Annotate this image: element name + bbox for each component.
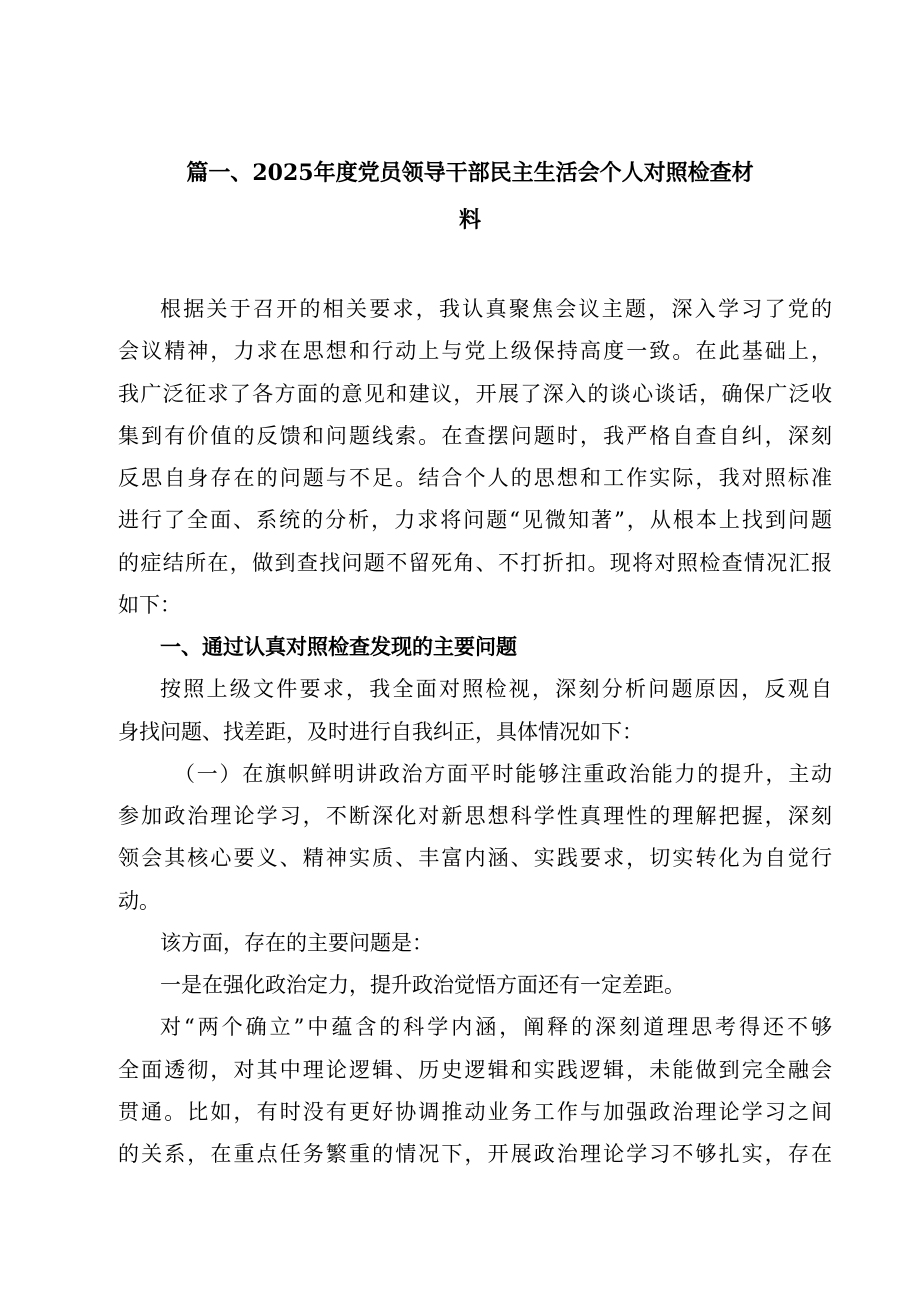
body-line: 动。 <box>118 888 160 913</box>
body-line: 对“两个确立”中蕴含的科学内涵，阐释的深刻道理思考得还不够 <box>160 1015 832 1040</box>
document-body <box>118 288 832 1175</box>
body-line: 全面透彻，对其中理论逻辑、历史逻辑和实践逻辑，未能做到完全融会 <box>118 1057 832 1082</box>
body-line: 我广泛征求了各方面的意见和建议，开展了深入的谈心谈话，确保广泛收 <box>118 381 832 406</box>
section-heading: 一、通过认真对照检查发现的主要问题 <box>160 635 517 659</box>
document-title-line-2: 料 <box>458 207 481 233</box>
document-title-line-1: 篇一、2025年度党员领导干部民主生活会个人对照检查材 <box>186 160 754 186</box>
body-line: 一是在强化政治定力，提升政治觉悟方面还有一定差距。 <box>160 973 685 997</box>
body-line: 该方面，存在的主要问题是： <box>160 930 433 955</box>
body-line: 参加政治理论学习，不断深化对新思想科学性真理性的理解把握，深刻 <box>118 804 832 828</box>
body-line: 会议精神，力求在思想和行动上与党上级保持高度一致。在此基础上， <box>118 339 832 364</box>
body-line: 按照上级文件要求，我全面对照检视，深刻分析问题原因，反观自 <box>160 677 832 702</box>
body-line: 根据关于召开的相关要求，我认真聚焦会议主题，深入学习了党的 <box>160 297 832 321</box>
body-line: 身找问题、找差距，及时进行自我纠正，具体情况如下： <box>118 719 643 744</box>
body-line: 反思自身存在的问题与不足。结合个人的思想和工作实际，我对照标准 <box>118 466 832 490</box>
body-line: 领会其核心要义、精神实质、丰富内涵、实践要求，切实转化为自觉行 <box>118 846 832 871</box>
body-line: 的症结所在，做到查找问题不留死角、不打折扣。现将对照检查情况汇报 <box>118 550 832 575</box>
body-line: 集到有价值的反馈和问题线索。在查摆问题时，我严格自查自纠，深刻 <box>118 423 832 448</box>
body-line: 贯通。比如，有时没有更好协调推动业务工作与加强政治理论学习之间 <box>118 1099 832 1124</box>
body-line: 的关系，在重点任务繁重的情况下，开展政治理论学习不够扎实，存在 <box>118 1142 832 1166</box>
subsection-line: （一）在旗帜鲜明讲政治方面平时能够注重政治能力的提升，主动 <box>174 761 832 786</box>
body-line: 如下： <box>118 592 181 617</box>
body-line: 进行了全面、系统的分析，力求将问题“见微知著”，从根本上找到问题 <box>118 508 832 533</box>
